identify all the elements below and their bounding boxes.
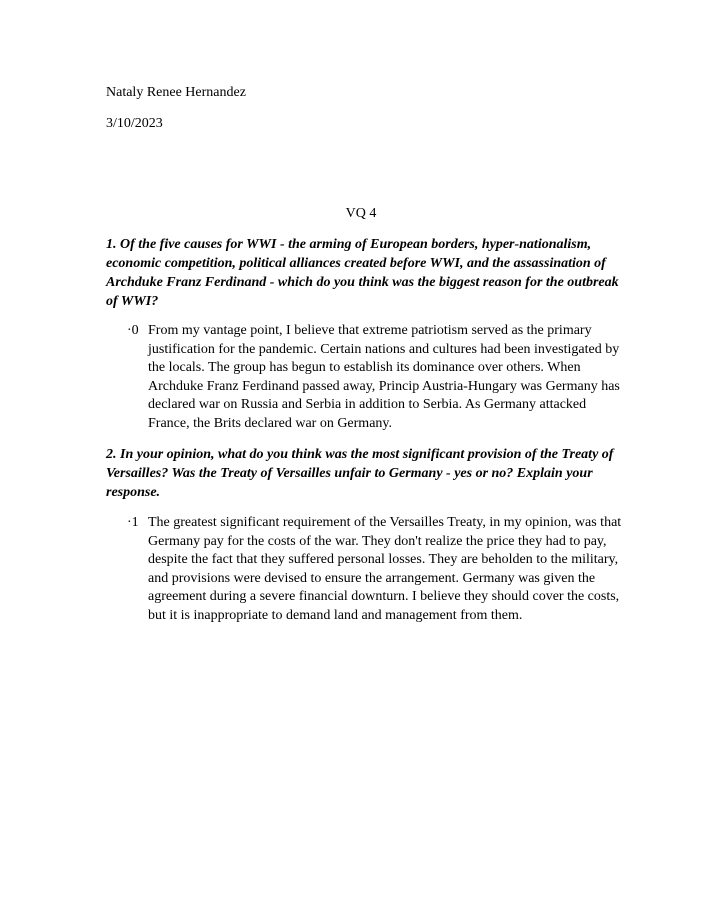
answer-1: [127, 322, 627, 434]
answer-1-marker: ·0: [127, 323, 139, 338]
answer-1-text: From my vantage point, I believe that extreme patriotism served as the primary justification for the pandemic. Certain nations and cultures had been investigated by the locals. The group has begun to establish its dominance over others. When Archduke Franz Ferdinand passed away, Princip Austria-Hungary was Germany has declared war on Russia and Serbia in addition to Serbia. As Germany attacked France, the Brits declared war on Germany.: [148, 323, 620, 431]
answer-2: [127, 514, 627, 626]
question-2: 2. In your opinion, what do you think was the most significant provision of the Treaty of Versailles? Was the Treaty of Versailles unfair to Germany - yes or no? Explain your response.: [106, 447, 614, 500]
answer-2-marker: ·1: [127, 515, 139, 530]
document-date: 3/10/2023: [106, 116, 163, 131]
author-name: Nataly Renee Hernandez: [106, 85, 246, 100]
answer-2-text: The greatest significant requirement of the Versailles Treaty, in my opinion, was that Germany pay for the costs of the war. They don't realize the price they had to pay, despite the fact that they suffered personal losses. They are beholden to the military, and provisions were devised to ensure the arrangement. Germany was given the agreement during a severe financial downturn. I believe they should cover the costs, but it is inappropriate to demand land and management from them.: [148, 515, 622, 623]
question-1: 1. Of the five causes for WWI - the arming of European borders, hyper-nationalism, economic competition, political alliances created before WWI, and the assassination of Archduke Franz Ferdinand - which do you think was the biggest reason for the outbreak of WWI?: [106, 237, 619, 309]
document-title: VQ 4: [345, 206, 377, 221]
